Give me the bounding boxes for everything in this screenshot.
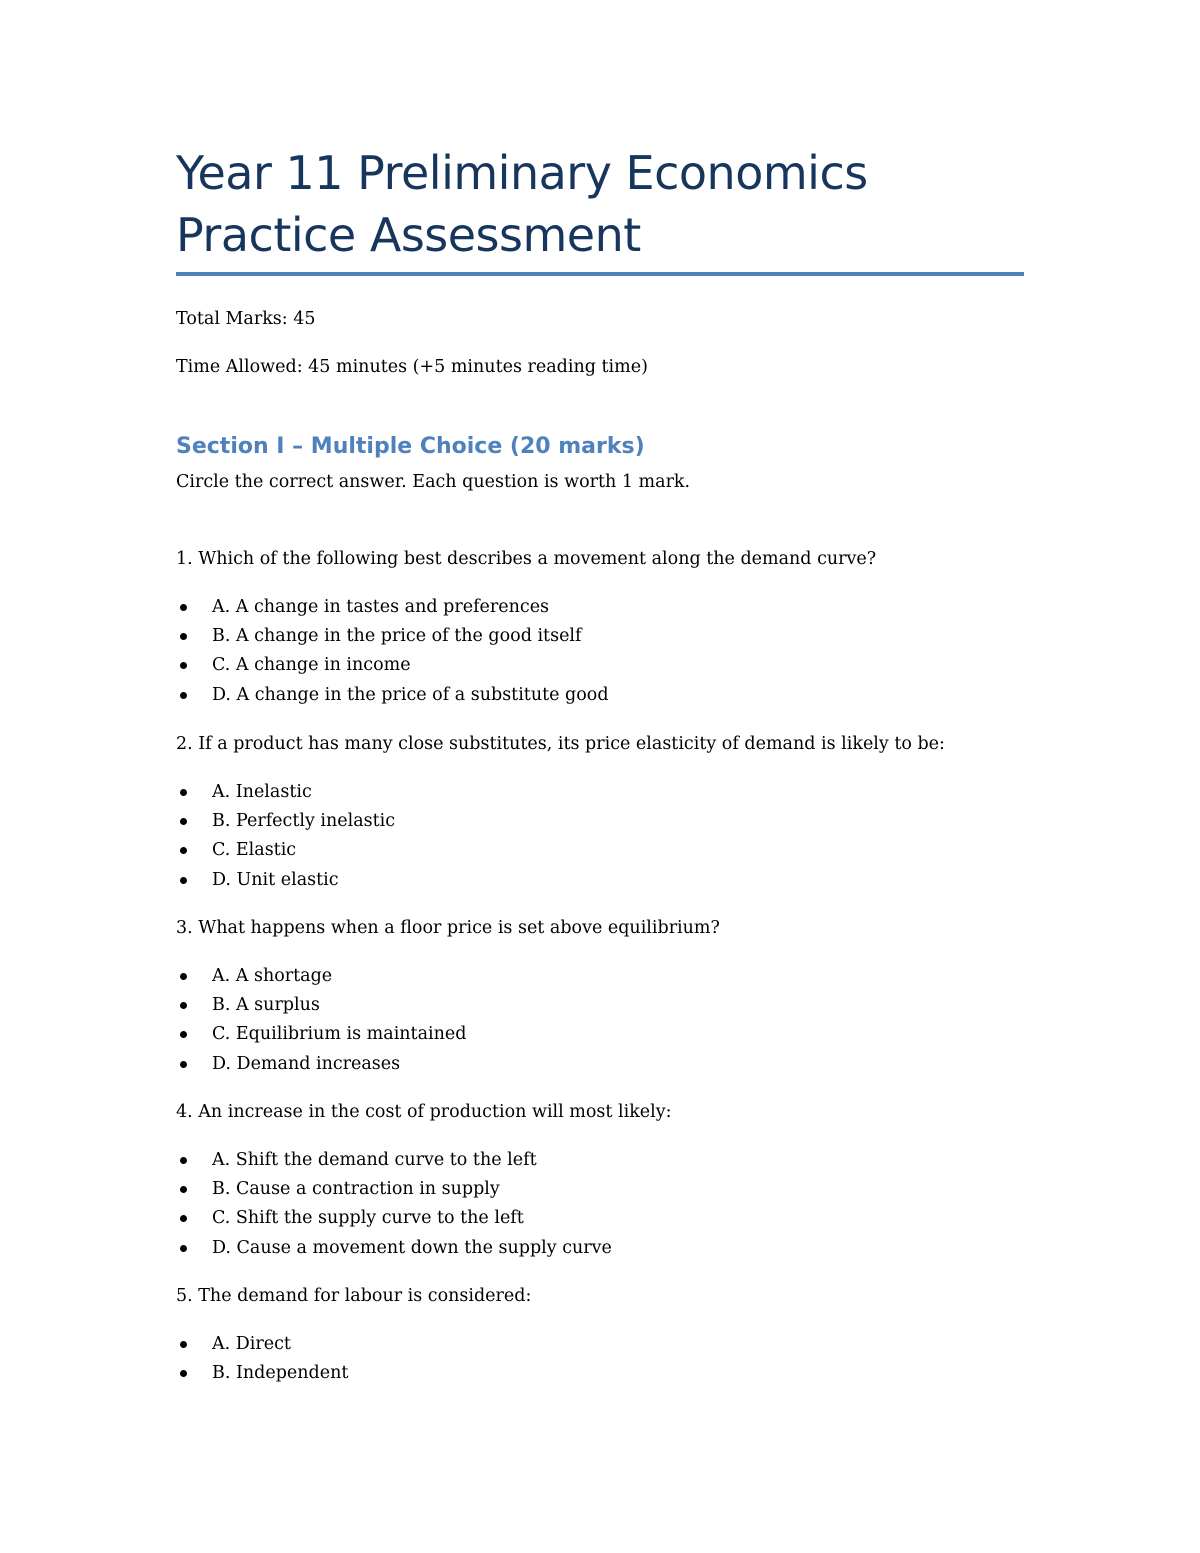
- option-label: A. Direct: [212, 1334, 291, 1354]
- option-list: [176, 1148, 1024, 1265]
- option-list: [176, 1332, 1024, 1390]
- bullet-icon: [180, 847, 187, 854]
- option-label: C. Equilibrium is maintained: [212, 1024, 467, 1045]
- option-label: A. Shift the demand curve to the left: [212, 1150, 537, 1170]
- bullet-icon: [180, 973, 187, 980]
- option-list: [176, 964, 1024, 1081]
- option-label: B. Perfectly inelastic: [212, 811, 396, 832]
- option-label: B. Cause a contraction in supply: [212, 1179, 500, 1200]
- option-d[interactable]: [176, 683, 1024, 712]
- option-d[interactable]: [176, 868, 1024, 897]
- option-c[interactable]: [176, 1206, 1024, 1235]
- section-instructions: Circle the correct answer. Each question is worth 1 mark.: [176, 472, 691, 492]
- option-label: C. Elastic: [212, 840, 297, 861]
- bullet-icon: [180, 1157, 187, 1164]
- question-2: [176, 732, 1024, 897]
- question-text: 4. An increase in the cost of production will most likely:: [176, 1102, 672, 1122]
- option-label: A. Inelastic: [212, 782, 312, 802]
- option-b[interactable]: [176, 1177, 1024, 1206]
- bullet-icon: [180, 633, 187, 640]
- time-allowed: Time Allowed: 45 minutes (+5 minutes reading time): [176, 357, 648, 377]
- bullet-icon: [180, 789, 187, 796]
- question-text: 5. The demand for labour is considered:: [176, 1286, 532, 1306]
- bullet-icon: [180, 877, 187, 884]
- option-list: [176, 780, 1024, 897]
- option-b[interactable]: [176, 624, 1024, 653]
- bullet-icon: [180, 692, 187, 699]
- option-b[interactable]: [176, 1361, 1024, 1390]
- option-label: A. A change in tastes and preferences: [212, 597, 550, 617]
- bullet-icon: [180, 662, 187, 669]
- option-label: B. A change in the price of the good itself: [212, 626, 582, 647]
- option-label: A. A shortage: [212, 966, 333, 986]
- total-marks: Total Marks: 45: [176, 309, 316, 329]
- bullet-icon: [180, 1245, 187, 1252]
- option-list: [176, 595, 1024, 712]
- option-label: D. A change in the price of a substitute good: [212, 684, 609, 705]
- option-d[interactable]: [176, 1052, 1024, 1081]
- option-label: D. Demand increases: [212, 1053, 401, 1074]
- option-c[interactable]: [176, 653, 1024, 682]
- question-3: [176, 916, 1024, 1081]
- bullet-icon: [180, 1186, 187, 1193]
- option-label: C. Shift the supply curve to the left: [212, 1208, 524, 1229]
- option-d[interactable]: [176, 1236, 1024, 1265]
- option-a[interactable]: [176, 1332, 1024, 1361]
- option-c[interactable]: [176, 1022, 1024, 1051]
- bullet-icon: [180, 1341, 187, 1348]
- question-4: [176, 1100, 1024, 1265]
- question-5: [176, 1284, 1024, 1390]
- bullet-icon: [180, 1215, 187, 1222]
- option-label: B. A surplus: [212, 995, 320, 1016]
- option-label: D. Cause a movement down the supply curve: [212, 1237, 612, 1258]
- document-title: Year 11 Preliminary Economics Practice Assessment: [176, 146, 868, 262]
- bullet-icon: [180, 1031, 187, 1038]
- question-text: 2. If a product has many close substitutes, its price elasticity of demand is likely to be:: [176, 734, 945, 754]
- bullet-icon: [180, 1002, 187, 1009]
- option-a[interactable]: [176, 1148, 1024, 1177]
- bullet-icon: [180, 818, 187, 825]
- option-b[interactable]: [176, 993, 1024, 1022]
- option-label: D. Unit elastic: [212, 869, 339, 890]
- option-label: B. Independent: [212, 1363, 349, 1384]
- option-a[interactable]: [176, 780, 1024, 809]
- option-label: C. A change in income: [212, 655, 411, 676]
- question-1: [176, 547, 1024, 712]
- section-heading: Section I – Multiple Choice (20 marks): [176, 434, 645, 459]
- document-page: [176, 0, 1024, 1553]
- option-a[interactable]: [176, 595, 1024, 624]
- title-underline: [176, 272, 1024, 276]
- option-a[interactable]: [176, 964, 1024, 993]
- bullet-icon: [180, 1061, 187, 1068]
- bullet-icon: [180, 1370, 187, 1377]
- option-b[interactable]: [176, 809, 1024, 838]
- question-text: 3. What happens when a floor price is set above equilibrium?: [176, 918, 720, 938]
- bullet-icon: [180, 604, 187, 611]
- question-text: 1. Which of the following best describes a movement along the demand curve?: [176, 549, 877, 569]
- option-c[interactable]: [176, 838, 1024, 867]
